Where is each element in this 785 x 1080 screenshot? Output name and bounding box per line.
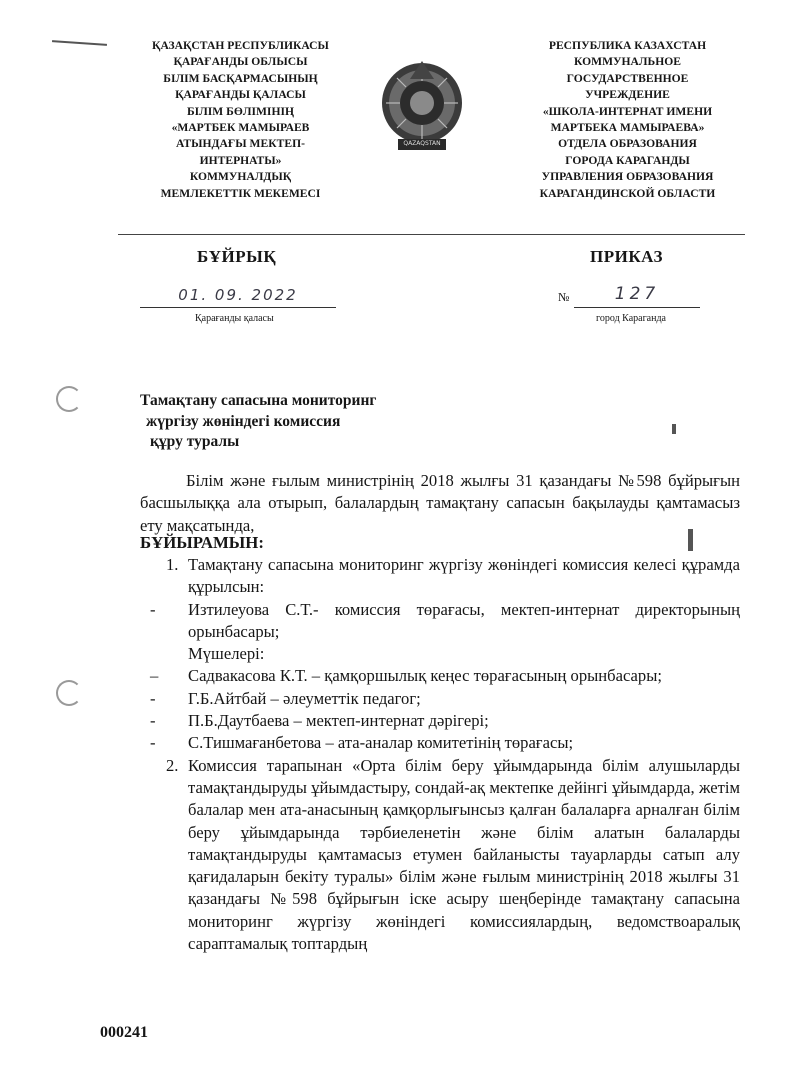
dash-item [140, 599, 740, 644]
order-items [140, 554, 740, 955]
number-label: № [558, 290, 570, 304]
item-marker: – [150, 666, 159, 686]
emblem-ribbon-text: QAZAQSTAN [403, 140, 441, 147]
dash-item [140, 732, 740, 754]
header-line: КАРАГАНДИНСКОЙ ОБЛАСТИ [539, 186, 716, 200]
item-marker: 1. [166, 555, 179, 574]
order-date: 01. 09. 2022 [140, 283, 336, 308]
header-line: ИНТЕРНАТЫ» [199, 153, 282, 167]
header-line: КОММУНАЛЬНОЕ [574, 55, 681, 69]
header-line: ГОРОДА КАРАГАНДЫ [565, 153, 690, 167]
item-text: Садвакасова К.Т. – қамқоршылық кеңес төрағасының орынбасары; [188, 666, 662, 686]
punch-hole-mark [56, 386, 82, 412]
header-line: ГОСУДАРСТВЕННОЕ [566, 71, 689, 85]
doc-type-ru: ПРИКАЗ [590, 247, 663, 266]
item-text: Г.Б.Айтбай – әлеуметтік педагог; [188, 688, 421, 708]
dash-item [140, 688, 740, 710]
header-line: «ШКОЛА-ИНТЕРНАТ ИМЕНИ [542, 104, 713, 118]
header-line: ҚАЗАҚСТАН РЕСПУБЛИКАСЫ [152, 39, 329, 52]
header-divider [118, 234, 745, 235]
header-line: РЕСПУБЛИКА КАЗАХСТАН [548, 39, 707, 52]
scan-artifact [672, 424, 676, 434]
header-line: ОТДЕЛА ОБРАЗОВАНИЯ [558, 137, 697, 151]
list-subheading [140, 643, 740, 665]
header-line: «МАРТБЕК МАМЫРАЕВ [171, 121, 310, 135]
header-line: УПРАВЛЕНИЯ ОБРАЗОВАНИЯ [541, 170, 714, 184]
item-text: П.Б.Даутбаева – мектеп-интернат дәрігері; [188, 711, 489, 731]
doc-type-kz: БҰЙРЫҚ [197, 247, 277, 266]
header-line: ҚАРАҒАНДЫ ҚАЛАСЫ [175, 88, 306, 102]
header-line: КОММУНАЛДЫҚ [189, 170, 292, 184]
item-marker: - [150, 711, 156, 731]
item-text: С.Тишмағанбетова – ата-аналар комитетінің төрағасы; [188, 733, 574, 753]
header-line: УЧРЕЖДЕНИЕ [585, 88, 670, 102]
scan-artifact [52, 40, 107, 46]
item-marker: - [150, 599, 156, 619]
subject-line: құру туралы [150, 433, 240, 450]
subject-line: жүргізу жөніндегі комиссия [146, 412, 341, 430]
header-ru [520, 38, 735, 202]
header-line: ҚАРАҒАНДЫ ОБЛЫСЫ [173, 55, 308, 69]
city-kz: Қарағанды қаласы [195, 313, 274, 324]
order-heading: БҰЙЫРАМЫН: [140, 533, 264, 552]
item-marker: - [150, 733, 156, 753]
header-line: МЕМЛЕКЕТТІК МЕКЕМЕСІ [160, 186, 321, 200]
dash-item [140, 710, 740, 732]
item-marker: - [150, 688, 156, 708]
header-line: БІЛІМ БӨЛІМІНІҢ [186, 104, 294, 118]
intro-paragraph: Білім және ғылым министрінің 2018 жылғы 31 қазандағы №598 бұйрығын басшылыққа ала отырып, балалардың тамақтану сапасын бақылауды қамтамасыз ету мақсатында, [140, 471, 740, 535]
order-subject [140, 391, 376, 453]
item-text: Тамақтану сапасына мониторинг жүргізу жөніндегі комиссия келесі құрамда құрылсын: [188, 555, 740, 597]
subject-line: Тамақтану сапасына мониторинг [140, 392, 377, 409]
header-line: АТЫНДАҒЫ МЕКТЕП- [176, 137, 305, 151]
header-line: МАРТБЕКА МАМЫРАЕВА» [550, 121, 705, 135]
header-line: БІЛІМ БАСҚАРМАСЫНЫҢ [163, 71, 318, 85]
order-number: 127 [574, 283, 700, 308]
numbered-item [140, 554, 740, 599]
scan-artifact [688, 529, 693, 551]
item-text: Изтилеуова С.Т.- комиссия төрағасы, мектеп-интернат директорының орынбасары; [188, 599, 740, 641]
item-marker: 2. [166, 755, 179, 775]
punch-hole-mark [56, 680, 82, 706]
item-text: Комиссия тарапынан «Орта білім беру ұйымдарында білім алушыларды тамақтандыруды ұйымдастыру, сондай-ақ мектепке дейінгі ұйымдарда, жетім балалар мен ата-анасының қамқорлығынсыз қалған балаларға арналған білім беру ұйымдарында тәрбиеленетін және білім алатын балаларды тамақтандыруды қамтамасыз етумен байланысты тауарларды сатып алу қағидаларын бекіту туралы» білім және ғылым министрінің 2018 жылғы 31 қазандағы №598 бұйрығын іске асыру шеңберінде тамақтану сапасына мониторинг жүргізу жөніндегі комиссиялардың, ведомствоаралық сараптамалық топтардың [188, 755, 740, 954]
dash-item [140, 665, 740, 687]
header-kz [133, 38, 348, 202]
numbered-item [140, 755, 740, 956]
footer-number: 000241 [100, 1024, 148, 1041]
item-text: Мүшелері: [188, 644, 265, 664]
city-ru: город Караганда [596, 313, 666, 324]
